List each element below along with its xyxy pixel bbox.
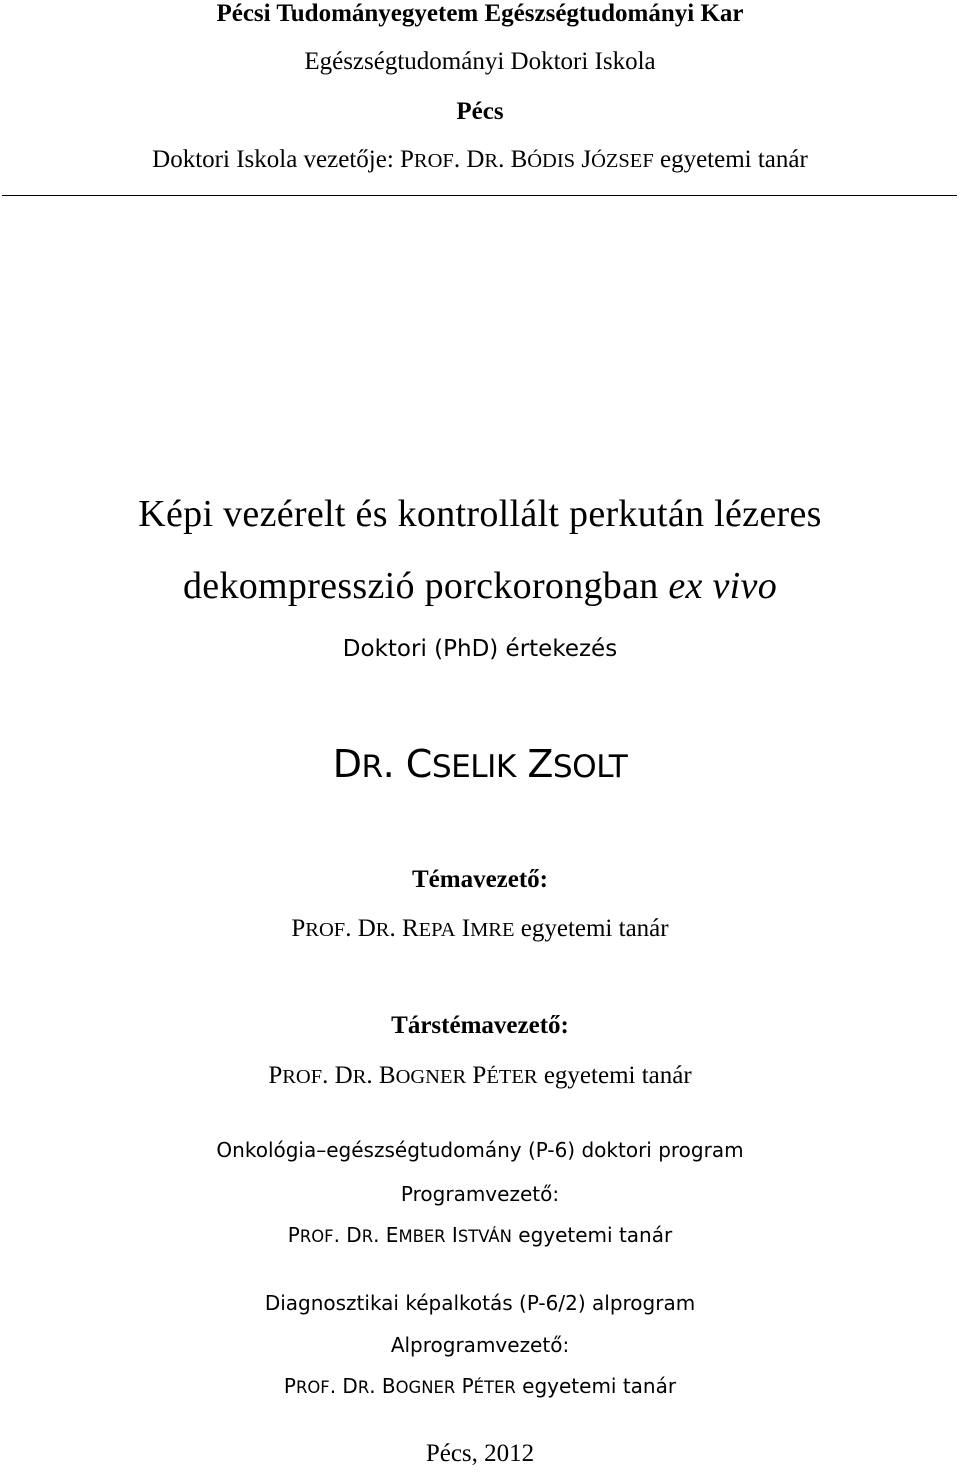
supervisor-name: PROF. DR. REPA IMRE egyetemi tanár — [291, 915, 669, 942]
program-leader-name: PROF. DR. EMBER ISTVÁN egyetemi tanár — [287, 1223, 673, 1247]
supervisor-label: Témavezető: — [411, 866, 549, 893]
subprogram-leader-label: Alprogramvezető: — [390, 1333, 570, 1357]
co-supervisor-label: Társtémavezető: — [391, 1012, 569, 1039]
doctoral-school-name: Egészségtudományi Doktori Iskola — [304, 48, 656, 75]
thesis-type: Doktori (PhD) értekezés — [342, 636, 618, 662]
thesis-title-line-1: Képi vezérelt és kontrollált perkután lézeres — [138, 493, 822, 535]
thesis-title-line-2: dekompresszió porckorongban ex vivo — [182, 565, 777, 607]
program-leader-label: Programvezető: — [400, 1182, 560, 1206]
place-and-year: Pécs, 2012 — [425, 1440, 535, 1467]
co-supervisor-name: PROF. DR. BOGNER PÉTER egyetemi tanár — [268, 1062, 692, 1089]
university-name: Pécsi Tudományegyetem Egészségtudományi Kar — [216, 0, 744, 27]
subprogram-leader-name: PROF. DR. BOGNER PÉTER egyetemi tanár — [283, 1374, 677, 1398]
city-name: Pécs — [456, 98, 504, 125]
header-divider — [2, 195, 957, 196]
author-name: DR. CSELIK ZSOLT — [332, 742, 628, 786]
doctoral-program-name: Onkológia–egészségtudomány (P-6) doktori program — [216, 1138, 744, 1162]
subprogram-name: Diagnosztikai képalkotás (P-6/2) alprogram — [264, 1291, 696, 1315]
school-leader-line: Doktori Iskola vezetője: PROF. DR. BÓDIS JÓZSEF egyetemi tanár — [152, 146, 808, 173]
